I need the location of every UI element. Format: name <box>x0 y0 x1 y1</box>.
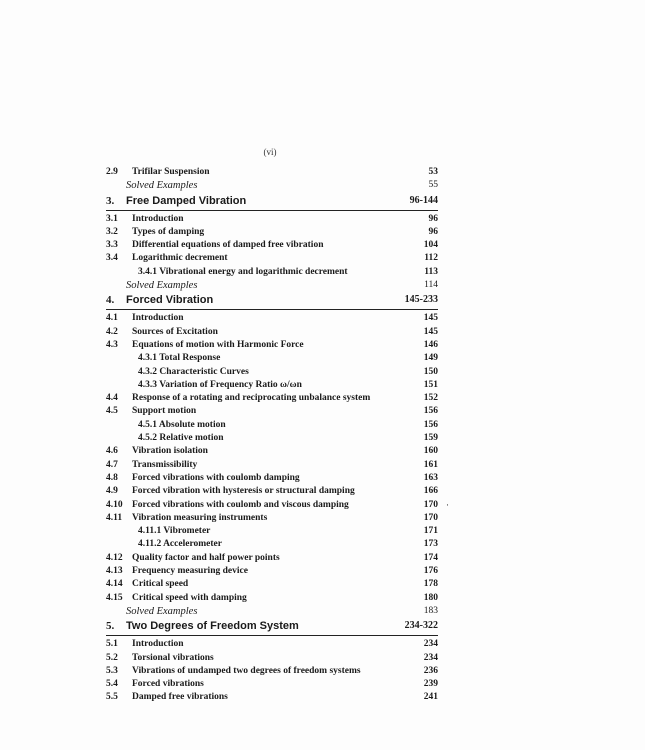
toc-section-title: Damped free vibrations <box>132 692 228 703</box>
toc-entry-row <box>106 392 438 405</box>
toc-section-title: 4.5.1 Absolute motion <box>138 419 226 430</box>
toc-entry-row <box>106 525 438 538</box>
toc-section-number: 5.4 <box>106 679 118 690</box>
toc-page-number: 174 <box>423 552 438 563</box>
toc-entry-row <box>106 638 438 651</box>
toc-section-number: 3. <box>106 194 115 207</box>
toc-section-title: Vibration measuring instruments <box>132 512 268 523</box>
toc-entry-row <box>106 678 438 691</box>
toc-section-number: 4.14 <box>106 579 123 590</box>
toc-section-title: Quality factor and half power points <box>132 552 280 563</box>
toc-page-number: 151 <box>423 379 438 390</box>
toc-entry-row <box>106 266 438 279</box>
toc-section-title: Support motion <box>132 406 197 417</box>
toc-chapter-row <box>106 292 438 309</box>
toc-section-number: 5. <box>106 620 115 633</box>
toc-section-title: 4.11.1 Vibrometer <box>138 526 211 537</box>
toc-section-title: Introduction <box>132 313 184 324</box>
toc-chapter-row <box>106 618 438 635</box>
toc-section-number: 3.3 <box>106 240 118 251</box>
toc-entry-row <box>106 179 438 192</box>
toc-section-number: 4.13 <box>106 566 123 577</box>
toc-page-number: 55 <box>428 180 438 191</box>
toc-section-title: Logarithmic decrement <box>132 253 228 264</box>
toc-entry-row <box>106 472 438 485</box>
toc-entry-row <box>106 226 438 239</box>
toc-page-number: 161 <box>423 459 438 470</box>
toc-section-title: Forced vibrations <box>132 679 204 690</box>
toc-section-title: Critical speed with damping <box>132 592 247 603</box>
toc-entry-row <box>106 405 438 418</box>
toc-entry-row <box>106 578 438 591</box>
toc-section-number: 4.4 <box>106 393 118 404</box>
toc-page-number: 146 <box>423 339 438 350</box>
toc-section-number: 5.1 <box>106 639 118 650</box>
chapter-rule <box>106 309 438 310</box>
toc-page-number: 159 <box>423 433 438 444</box>
toc-page-number: 171 <box>423 526 438 537</box>
toc-page-number: 234 <box>423 639 438 650</box>
toc-section-number: 4.3 <box>106 339 118 350</box>
toc-section-title: Forced Vibration <box>126 294 214 307</box>
toc-page-number: 234-322 <box>404 620 438 632</box>
toc-section-title: Vibration isolation <box>132 446 208 457</box>
toc-section-title: Types of damping <box>132 226 205 237</box>
toc-chapter-row <box>106 193 438 210</box>
toc-section-title: Introduction <box>132 639 184 650</box>
toc-page-number: 180 <box>423 592 438 603</box>
toc-section-number: 4.11 <box>106 512 123 523</box>
toc-page-number: 160 <box>423 446 438 457</box>
toc-section-title: Two Degrees of Freedom System <box>126 620 299 633</box>
toc-page-number: 170 <box>423 512 438 523</box>
toc-section-title: Forced vibration with hysteresis or structural damping <box>132 486 355 497</box>
toc-entry-row <box>106 279 438 292</box>
toc-entry-row <box>106 166 438 179</box>
toc-page-number: 96-144 <box>409 194 438 206</box>
toc-section-number: 4.9 <box>106 486 118 497</box>
toc-section-number: 4.7 <box>106 459 118 470</box>
toc-entry-row <box>106 419 438 432</box>
toc-section-number: 4.5 <box>106 406 118 417</box>
toc-page-number: 170 <box>423 499 438 510</box>
toc-section-number: 4.15 <box>106 592 123 603</box>
toc-entry-row <box>106 312 438 325</box>
toc-section-title: Forced vibrations with coulomb damping <box>132 472 300 483</box>
toc-section-number: 4.12 <box>106 552 123 563</box>
toc-entry-row <box>106 379 438 392</box>
toc-page-number: 149 <box>423 353 438 364</box>
toc-page-number: 156 <box>423 406 438 417</box>
toc-section-number: 4.10 <box>106 499 123 510</box>
toc-entry-row <box>106 605 438 618</box>
toc-page-number: 166 <box>423 486 438 497</box>
toc-page-number: 241 <box>423 692 438 703</box>
toc-entry-row <box>106 485 438 498</box>
toc-section-number: 3.1 <box>106 213 118 224</box>
toc-entry-row <box>106 459 438 472</box>
toc-page-number: 234 <box>423 652 438 663</box>
toc-section-title: Frequency measuring device <box>132 566 248 577</box>
toc-page-number: 183 <box>423 605 438 616</box>
toc-section-title: Critical speed <box>132 579 189 590</box>
toc-section-title: Introduction <box>132 213 184 224</box>
toc-section-number: 2.9 <box>106 167 118 177</box>
toc-entry-row <box>106 339 438 352</box>
toc-section-number: 4.2 <box>106 326 118 337</box>
toc-section-number: 4.8 <box>106 472 118 483</box>
toc-entry-row <box>106 326 438 339</box>
toc-section-title: Equations of motion with Harmonic Force <box>132 339 304 350</box>
toc-page-number: 114 <box>424 280 438 291</box>
toc-page-number: 150 <box>423 366 438 377</box>
toc-section-title: Sources of Excitation <box>132 326 218 337</box>
toc-section-number: 5.2 <box>106 652 118 663</box>
toc-entry-row <box>106 366 438 379</box>
toc-section-title: 4.5.2 Relative motion <box>138 433 224 444</box>
toc-page-number: 173 <box>423 539 438 550</box>
toc-entry-row <box>106 538 438 551</box>
chapter-rule <box>106 635 438 636</box>
toc-section-title: 4.3.2 Characteristic Curves <box>138 366 249 377</box>
toc-page-number: 176 <box>423 566 438 577</box>
table-of-contents <box>106 166 438 705</box>
chapter-rule <box>106 210 438 211</box>
toc-entry-row <box>106 565 438 578</box>
toc-entry-row <box>106 445 438 458</box>
toc-entry-row <box>106 352 438 365</box>
toc-page-number: 145 <box>423 326 438 337</box>
toc-section-title: 4.11.2 Accelerometer <box>138 539 222 550</box>
toc-entry-row <box>106 592 438 605</box>
toc-page-number: 112 <box>424 253 438 264</box>
toc-page-number: 236 <box>423 665 438 676</box>
toc-page-number: 145 <box>423 313 438 324</box>
toc-section-number: 4. <box>106 294 115 307</box>
toc-section-number: 4.1 <box>106 313 118 324</box>
toc-page-number: 53 <box>428 167 438 177</box>
toc-section-title: Solved Examples <box>126 280 198 292</box>
toc-section-title: Differential equations of damped free vibration <box>132 240 324 251</box>
toc-section-title: Solved Examples <box>126 180 198 192</box>
toc-section-title: 3.4.1 Vibrational energy and logarithmic decrement <box>138 266 348 277</box>
toc-section-title: Free Damped Vibration <box>126 194 247 207</box>
toc-entry-row <box>106 252 438 265</box>
toc-section-number: 3.4 <box>106 253 118 264</box>
toc-entry-row <box>106 499 438 512</box>
toc-section-number: 4.6 <box>106 446 118 457</box>
toc-section-title: Response of a rotating and reciprocating unbalance system <box>132 393 371 404</box>
toc-page-number: 152 <box>423 393 438 404</box>
toc-section-title: Trifilar Suspension <box>132 167 210 177</box>
toc-entry-row <box>106 552 438 565</box>
toc-entry-row <box>106 213 438 226</box>
page-number: (vi) <box>263 147 277 157</box>
toc-entry-row <box>106 665 438 678</box>
toc-page-number: 163 <box>423 472 438 483</box>
toc-entry-row <box>106 691 438 704</box>
toc-entry-row <box>106 652 438 665</box>
toc-entry-row <box>106 432 438 445</box>
toc-section-title: 4.3.1 Total Response <box>138 353 221 364</box>
stray-mark: · <box>446 500 449 510</box>
toc-section-title: Forced vibrations with coulomb and viscous damping <box>132 499 349 510</box>
toc-section-number: 5.3 <box>106 665 118 676</box>
toc-page-number: 104 <box>423 240 438 251</box>
toc-page-number: 145-233 <box>404 294 438 306</box>
toc-page-number: 156 <box>423 419 438 430</box>
toc-entry-row <box>106 512 438 525</box>
toc-section-number: 3.2 <box>106 226 118 237</box>
toc-page-number: 96 <box>428 226 438 237</box>
toc-section-title: 4.3.3 Variation of Frequency Ratio ω/ωn <box>138 379 302 390</box>
toc-page-number: 239 <box>423 679 438 690</box>
toc-section-title: Solved Examples <box>126 605 198 617</box>
toc-entry-row <box>106 239 438 252</box>
toc-page-number: 113 <box>424 266 438 277</box>
toc-section-number: 5.5 <box>106 692 118 703</box>
toc-page-number: 178 <box>423 579 438 590</box>
toc-section-title: Transmissibility <box>132 459 198 470</box>
toc-page-number: 96 <box>428 213 438 224</box>
toc-section-title: Vibrations of undamped two degrees of freedom systems <box>132 665 361 676</box>
toc-section-title: Torsional vibrations <box>132 652 214 663</box>
